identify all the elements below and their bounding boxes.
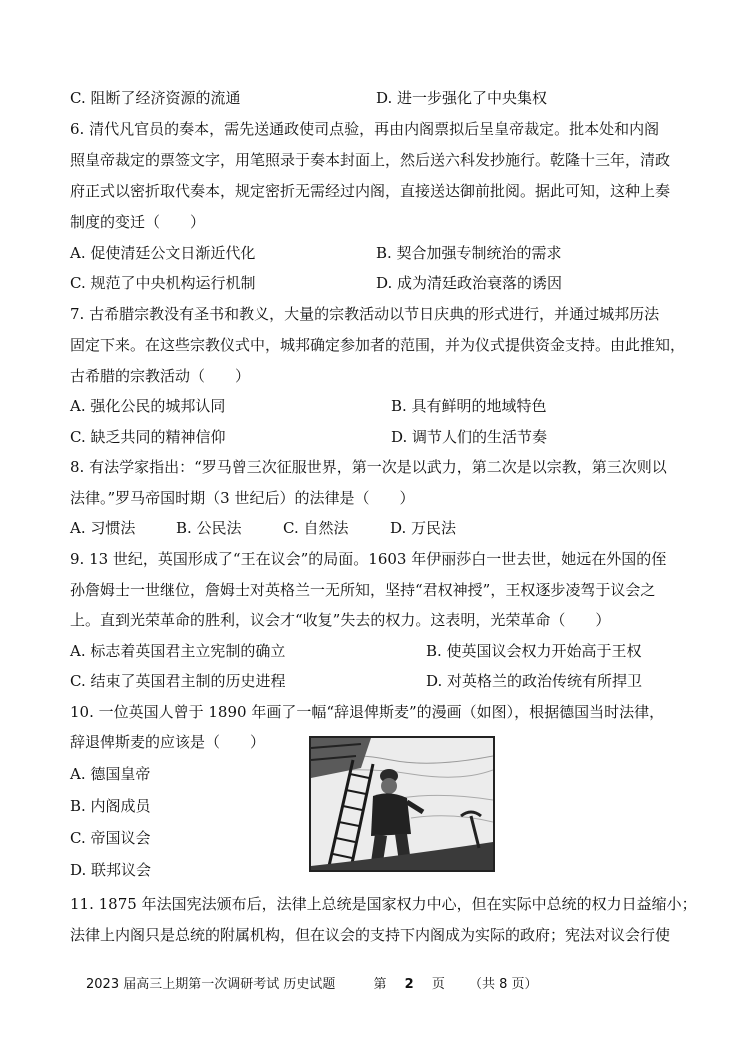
q11-stem-line-1: 11. 1875 年法国宪法颁布后，法律上总统是国家权力中心，但在实际中总统的权力日益缩小； <box>70 895 697 913</box>
q10-option-b[interactable]: B. 内阁成员 <box>70 797 151 815</box>
q7-stem-line-1: 7. 古希腊宗教没有圣书和教义，大量的宗教活动以节日庆典的形式进行，并通过城邦历法 <box>70 305 660 323</box>
q11-stem-line-2: 法律上内阁只是总统的附属机构，但在议会的支持下内阁成为实际的政府；宪法对议会行使 <box>70 926 671 944</box>
q6-option-d[interactable]: D. 成为清廷政治衰落的诱因 <box>376 274 563 292</box>
q6-stem-line-1: 6. 清代凡官员的奏本，需先送通政使司点验，再由内阁票拟后呈皇帝裁定。批本处和内阁 <box>70 120 660 138</box>
bismarck-cartoon-image <box>309 736 495 872</box>
q7-option-c[interactable]: C. 缺乏共同的精神信仰 <box>70 428 226 446</box>
q9-stem-line-3: 上。直到光荣革命的胜利，议会才“收复”失去的权力。这表明，光荣革命（ ） <box>70 611 611 629</box>
q7-stem-line-3: 古希腊的宗教活动（ ） <box>70 367 251 385</box>
q9-option-d[interactable]: D. 对英格兰的政治传统有所捍卫 <box>426 672 643 690</box>
q6-stem-line-4: 制度的变迁（ ） <box>70 213 206 231</box>
q8-option-c[interactable]: C. 自然法 <box>283 519 349 537</box>
q10-stem-line-1: 10. 一位英国人曾于 1890 年画了一幅“辞退俾斯麦”的漫画（如图），根据德国当时法律， <box>70 703 665 721</box>
footer-page-number: 2 <box>404 977 414 992</box>
q8-option-a[interactable]: A. 习惯法 <box>70 519 136 537</box>
footer-page-suffix: 页 <box>431 977 445 992</box>
q10-option-a[interactable]: A. 德国皇帝 <box>70 765 151 783</box>
footer-total-pages: （共 8 页） <box>469 977 538 992</box>
q9-option-a[interactable]: A. 标志着英国君主立宪制的确立 <box>70 642 286 660</box>
page-footer <box>86 973 538 992</box>
q9-stem-line-2: 孙詹姆士一世继位，詹姆士对英格兰一无所知，坚持“君权神授”，王权逐步凌驾于议会之 <box>70 581 656 599</box>
q7-option-a[interactable]: A. 强化公民的城邦认同 <box>70 397 226 415</box>
q10-option-d[interactable]: D. 联邦议会 <box>70 861 152 879</box>
q9-option-c[interactable]: C. 结束了英国君主制的历史进程 <box>70 672 286 690</box>
q7-option-b[interactable]: B. 具有鲜明的地域特色 <box>391 397 547 415</box>
cartoon-drawing <box>311 738 493 870</box>
q10-option-c[interactable]: C. 帝国议会 <box>70 829 151 847</box>
q5-option-c[interactable]: C. 阻断了经济资源的流通 <box>70 89 241 107</box>
q9-option-b[interactable]: B. 使英国议会权力开始高于王权 <box>426 642 642 660</box>
q8-option-b[interactable]: B. 公民法 <box>176 519 242 537</box>
q6-option-b[interactable]: B. 契合加强专制统治的需求 <box>376 244 562 262</box>
q6-stem-line-2: 照皇帝裁定的票签文字，用笔照录于奏本封面上，然后送六科发抄施行。乾隆十三年，清政 <box>70 151 671 169</box>
q5-option-d[interactable]: D. 进一步强化了中央集权 <box>376 89 548 107</box>
q6-stem-line-3: 府正式以密折取代奏本，规定密折无需经过内阁，直接送达御前批阅。据此可知，这种上奏 <box>70 182 671 200</box>
q7-option-d[interactable]: D. 调节人们的生活节奏 <box>391 428 548 446</box>
footer-page-prefix: 第 <box>373 977 387 992</box>
q6-option-a[interactable]: A. 促使清廷公文日渐近代化 <box>70 244 256 262</box>
q10-stem-line-2: 辞退俾斯麦的应该是（ ） <box>70 733 266 751</box>
q7-stem-line-2: 固定下来。在这些宗教仪式中，城邦确定参加者的范围，并为仪式提供资金支持。由此推知， <box>70 336 686 354</box>
q8-stem-line-1: 8. 有法学家指出：“罗马曾三次征服世界，第一次是以武力，第二次是以宗教，第三次则以 <box>70 458 667 476</box>
q6-option-c[interactable]: C. 规范了中央机构运行机制 <box>70 274 256 292</box>
q9-stem-line-1: 9. 13 世纪，英国形成了“王在议会”的局面。1603 年伊丽莎白一世去世，她远在外国的侄 <box>70 550 667 568</box>
q8-option-d[interactable]: D. 万民法 <box>390 519 457 537</box>
q8-stem-line-2: 法律。”罗马帝国时期（3 世纪后）的法律是（ ） <box>70 489 415 507</box>
footer-exam-title: 2023 届高三上期第一次调研考试 历史试题 <box>86 977 336 992</box>
